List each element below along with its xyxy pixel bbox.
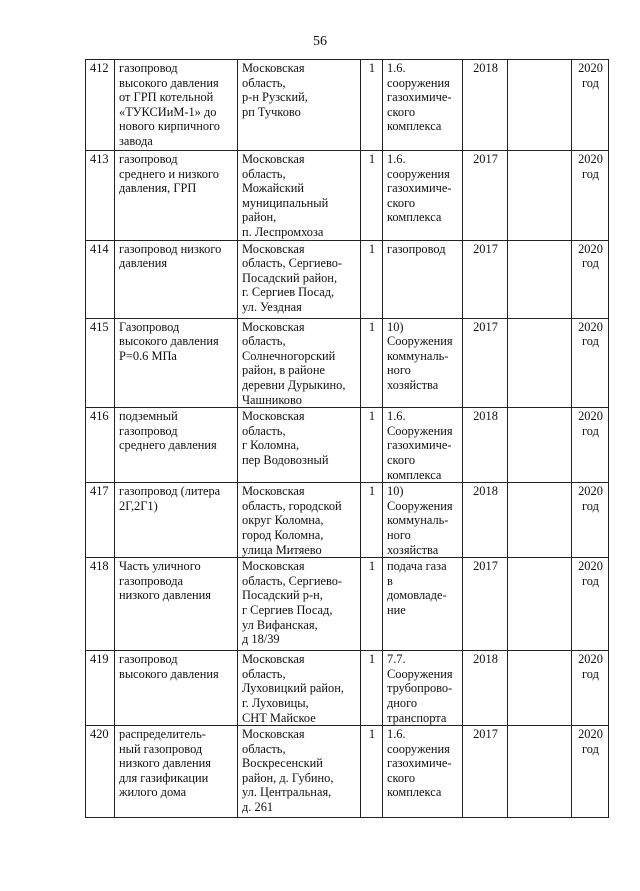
term-cell [572,558,609,651]
category-cell [383,60,463,151]
category-cell-line: Сооружения [387,498,453,513]
object-name-cell-line: среднего давления [119,438,217,453]
term-cell-line: 2020 [578,484,603,499]
object-name-cell-line: высокого давления [119,666,219,681]
category-cell [383,408,463,483]
address-cell-line: Московская [242,484,305,499]
object-name-cell-line: давления, ГРП [119,181,197,196]
object-name-cell-line: давления [119,256,168,271]
object-name-cell-line: 2Г,2Г1) [119,498,158,513]
address-cell-line: Московская [242,152,305,166]
empty-cell [508,318,572,408]
row-number-cell: 418 [86,558,115,651]
page-number: 56 [313,34,327,49]
term-cell-line: год [582,334,599,349]
year-cell: 2018 [463,651,508,726]
address-cell-line: деревни Дурыкино, [242,377,346,392]
address-cell-line: Московская [242,409,305,424]
empty-cell [508,726,572,818]
term-cell-line: 2020 [578,727,603,742]
category-cell-line: 1.6. [387,727,406,742]
address-cell-line: область, городской [242,498,342,513]
object-name-cell-line: завода [119,133,153,148]
category-cell-line: трубопрово- [387,681,453,696]
empty-cell [508,151,572,241]
table-row [86,60,609,151]
term-cell-line: год [582,256,599,271]
term-cell [572,651,609,726]
object-name-cell [115,483,238,558]
address-cell [238,151,361,241]
address-cell [238,483,361,558]
object-name-cell-line: газопровод [119,152,178,166]
address-cell-line: ул. Уездная [242,299,302,314]
address-cell-line: г Сергиев Посад, [242,602,333,617]
registry-body [86,60,609,818]
category-cell-line: 1.6. [387,409,406,424]
year-cell: 2018 [463,60,508,151]
term-cell-line: год [582,498,599,513]
term-cell [572,60,609,151]
empty-cell [508,558,572,651]
year-cell: 2018 [463,408,508,483]
table-row [86,318,609,408]
address-cell [238,240,361,318]
term-cell-line: год [582,573,599,588]
quantity-cell: 1 [361,558,383,651]
address-cell [238,318,361,408]
term-cell-line: 2020 [578,61,603,75]
term-cell-line: 2020 [578,559,603,574]
address-cell-line: пер Водовозный [242,452,329,467]
quantity-cell: 1 [361,60,383,151]
category-cell-line: сооружения [387,741,450,756]
category-cell-line: коммуналь- [387,348,449,363]
quantity-cell: 1 [361,151,383,241]
object-name-cell [115,651,238,726]
category-cell-line: комплекса [387,785,442,800]
object-name-cell-line: нового кирпичного [119,119,220,134]
object-name-cell-line: высокого давления [119,334,219,349]
table-row [86,151,609,241]
quantity-cell: 1 [361,726,383,818]
year-cell: 2017 [463,151,508,241]
address-cell-line: СНТ Майское [242,710,316,725]
address-cell-line: область, [242,741,286,756]
address-cell-line: д 18/39 [242,632,280,647]
category-cell [383,726,463,818]
category-cell [383,240,463,318]
object-name-cell-line: жилого дома [119,785,187,800]
object-name-cell-line: газопровод [119,61,178,75]
category-cell-line: 1.6. [387,152,406,166]
row-number-cell: 419 [86,651,115,726]
address-cell-line: район, д. Губино, [242,770,334,785]
category-cell [383,483,463,558]
address-cell-line: район, [242,210,277,225]
category-cell-line: ние [387,602,406,617]
category-cell-line: ского [387,770,416,785]
empty-cell [508,483,572,558]
row-number-cell: 412 [86,60,115,151]
term-cell-line: год [582,75,599,90]
address-cell-line: рп Тучково [242,104,301,119]
address-cell-line: ул. Центральная, [242,785,332,800]
address-cell-line: п. Леспромхоза [242,224,324,239]
object-name-cell-line: распределитель- [119,727,206,742]
address-cell-line: р-н Рузский, [242,90,308,105]
address-cell-line: область, Сергиево- [242,573,343,588]
address-cell-line: Воскресенский [242,756,323,771]
object-name-cell-line: Газопровод [119,319,180,334]
term-cell-line: год [582,166,599,181]
address-cell-line: Московская [242,559,305,574]
category-cell-line: 1.6. [387,61,406,75]
term-cell-line: год [582,666,599,681]
row-number-cell: 413 [86,151,115,241]
category-cell-line: комплекса [387,467,442,482]
category-cell [383,318,463,408]
object-name-cell-line: от ГРП котельной [119,90,214,105]
term-cell-line: 2020 [578,241,603,256]
object-name-cell-line: Часть уличного [119,559,201,574]
row-number-cell: 420 [86,726,115,818]
category-cell-line: газохимиче- [387,90,452,105]
object-name-cell [115,240,238,318]
year-cell: 2018 [463,483,508,558]
category-cell-line: Сооружения [387,666,453,681]
address-cell [238,651,361,726]
year-cell: 2017 [463,726,508,818]
address-cell-line: город Коломна, [242,527,324,542]
object-name-cell-line: для газификации [119,770,209,785]
category-cell-line: коммуналь- [387,513,449,528]
category-cell-line: газохимиче- [387,756,452,771]
address-cell-line: округ Коломна, [242,513,324,528]
object-name-cell-line: ный газопровод [119,741,203,756]
category-cell-line: 7.7. [387,652,406,667]
category-cell-line: в [387,573,393,588]
category-cell [383,558,463,651]
address-cell [238,408,361,483]
empty-cell [508,651,572,726]
object-name-cell [115,60,238,151]
category-cell-line: газохимиче- [387,181,452,196]
term-cell [572,483,609,558]
object-name-cell-line: «ТУКСИиМ-1» до [119,104,217,119]
address-cell-line: Луховицкий район, [242,681,344,696]
category-cell-line: Сооружения [387,334,453,349]
address-cell-line: область, [242,334,286,349]
address-cell-line: улица Митяево [242,542,322,557]
address-cell-line: область, [242,423,286,438]
category-cell-line: ского [387,452,416,467]
address-cell-line: Московская [242,727,305,742]
quantity-cell: 1 [361,651,383,726]
quantity-cell: 1 [361,408,383,483]
object-name-cell [115,558,238,651]
address-cell-line: Московская [242,241,305,256]
category-cell-line: 10) [387,484,404,499]
registry-table [85,59,609,818]
category-cell-line: подача газа [387,559,447,574]
category-cell-line: сооружения [387,75,450,90]
address-cell-line: область, Сергиево- [242,256,343,271]
address-cell-line: Посадский р-н, [242,588,323,603]
category-cell [383,151,463,241]
quantity-cell: 1 [361,483,383,558]
object-name-cell-line: газопровод [119,423,178,438]
term-cell [572,408,609,483]
address-cell-line: г. Луховицы, [242,695,309,710]
address-cell-line: д. 261 [242,800,274,815]
empty-cell [508,60,572,151]
address-cell-line: область, [242,75,286,90]
address-cell [238,558,361,651]
term-cell-line: год [582,741,599,756]
term-cell-line: год [582,423,599,438]
term-cell-line: 2020 [578,319,603,334]
address-cell-line: Посадский район, [242,270,338,285]
address-cell-line: район, в районе [242,363,325,378]
table-row [86,483,609,558]
term-cell [572,318,609,408]
object-name-cell-line: газопровод низкого [119,241,222,256]
term-cell [572,240,609,318]
object-name-cell-line: высокого давления [119,75,219,90]
object-name-cell [115,151,238,241]
row-number-cell: 417 [86,483,115,558]
term-cell-line: 2020 [578,652,603,667]
table-row [86,240,609,318]
term-cell [572,151,609,241]
quantity-cell: 1 [361,318,383,408]
row-number-cell: 415 [86,318,115,408]
table-row [86,408,609,483]
category-cell-line: дного [387,695,418,710]
category-cell-line: комплекса [387,210,442,225]
category-cell-line: газохимиче- [387,438,452,453]
address-cell-line: область, [242,166,286,181]
row-number-cell: 414 [86,240,115,318]
address-cell-line: Можайский [242,181,305,196]
category-cell-line: сооружения [387,166,450,181]
year-cell: 2017 [463,240,508,318]
table-row [86,651,609,726]
category-cell-line: газопровод [387,241,446,256]
quantity-cell: 1 [361,240,383,318]
object-name-cell [115,318,238,408]
category-cell-line: транспорта [387,710,447,725]
object-name-cell-line: среднего и низкого [119,166,219,181]
table-row [86,558,609,651]
address-cell-line: область, [242,666,286,681]
year-cell: 2017 [463,558,508,651]
object-name-cell-line: газопровод (литера [119,484,221,499]
address-cell-line: Московская [242,652,305,667]
row-number-cell: 416 [86,408,115,483]
address-cell-line: г. Сергиев Посад, [242,285,335,300]
address-cell [238,60,361,151]
address-cell-line: ул Вифанская, [242,617,318,632]
object-name-cell-line: подземный [119,409,178,424]
object-name-cell-line: низкого давления [119,756,211,771]
term-cell [572,726,609,818]
object-name-cell-line: Р=0.6 МПа [119,348,177,363]
object-name-cell [115,408,238,483]
object-name-cell-line: низкого давления [119,588,211,603]
category-cell-line: домовладе- [387,588,447,603]
year-cell: 2017 [463,318,508,408]
address-cell-line: Солнечногорский [242,348,336,363]
address-cell-line: Московская [242,61,305,75]
address-cell-line: г Коломна, [242,438,300,453]
category-cell-line: комплекса [387,119,442,134]
term-cell-line: 2020 [578,409,603,424]
category-cell-line: хозяйства [387,377,439,392]
object-name-cell-line: газопровода [119,573,184,588]
term-cell-line: 2020 [578,152,603,166]
table-row [86,726,609,818]
category-cell-line: Сооружения [387,423,453,438]
empty-cell [508,240,572,318]
empty-cell [508,408,572,483]
category-cell-line: ского [387,195,416,210]
object-name-cell [115,726,238,818]
address-cell-line: муниципальный [242,195,329,210]
address-cell [238,726,361,818]
category-cell-line: ного [387,527,411,542]
category-cell-line: ского [387,104,416,119]
category-cell-line: хозяйства [387,542,439,557]
category-cell [383,651,463,726]
category-cell-line: ного [387,363,411,378]
address-cell-line: Московская [242,319,305,334]
object-name-cell-line: газопровод [119,652,178,667]
address-cell-line: Чашниково [242,392,302,407]
category-cell-line: 10) [387,319,404,334]
